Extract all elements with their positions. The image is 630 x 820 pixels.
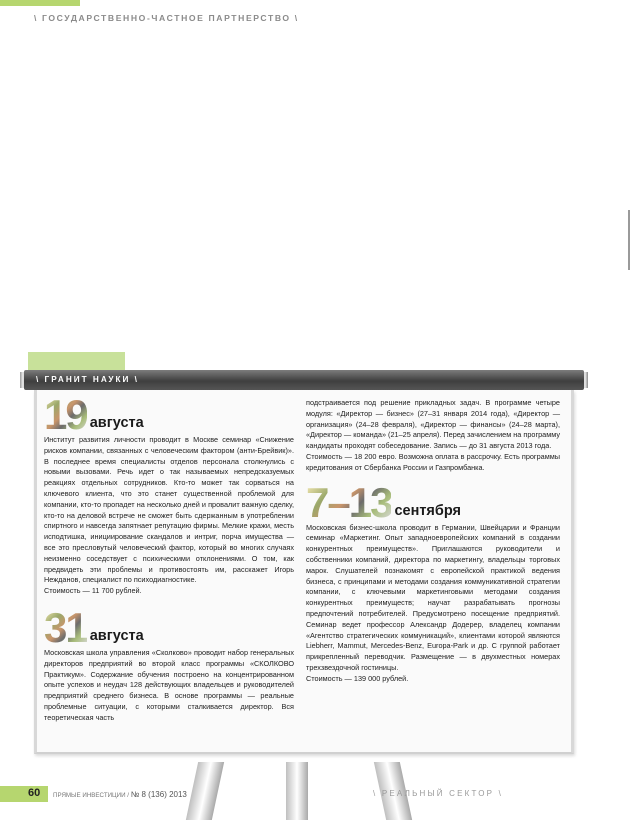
footer-rubric: \ РЕАЛЬНЫЙ СЕКТОР \	[373, 789, 504, 798]
header-accent-bar	[0, 0, 80, 6]
board-title: \ ГРАНИТ НАУКИ \	[36, 375, 139, 384]
event-price: Стоимость — 18 200 евро. Возможна оплата в рассрочку. Есть программы кредитования от Сбербанка России и Газпромбанка.	[306, 451, 560, 472]
page-number: 60	[28, 787, 41, 799]
section-tab	[28, 352, 125, 370]
event-date	[44, 603, 294, 651]
event-description: Институт развития личности проводит в Москве семинар «Снижение рисков компании, связанных с человеческим фактором (анти-Брейвик)». В последнее время специалисты отделов персонала столкнулись с новыми вызовами. Речь идет о так называемых непредсказуемых реакциях отдельных сотрудников. Кто-то может так сорваться на ключевого клиента, что это станет существенной проблемой для компании, кто-то пропадет на несколько дней и провалит важную сделку, кто-то на деловой встрече не сможет быть сдержанным в употреблении спиртного и навсегда запятнает репутацию фирмы. Мелкие кражи, месть исподтишка, инициирование скандалов и интриг, порча имущества — все это пресловутый человеческий фактор, который во многих случаях неизменно соседствует с психическими отклонениями. О том, как предвидеть эти проблемы и противостоять им, расскажет Игорь Нежданов, специалист по психодиагностике.	[44, 435, 294, 585]
column-right	[306, 398, 560, 685]
event-month: августа	[89, 627, 144, 644]
event-price: Стоимость — 139 000 рублей.	[306, 673, 409, 683]
column-left	[44, 391, 294, 724]
page-number-box	[0, 786, 48, 802]
header-rubric: \ ГОСУДАРСТВЕННО-ЧАСТНОЕ ПАРТНЕРСТВО \	[34, 13, 299, 23]
issue-number: № 8 (136) 2013	[130, 790, 187, 799]
event-day: 31	[44, 603, 87, 651]
event-price: Стоимость — 11 700 рублей.	[44, 586, 142, 596]
event-description-part1: Московская школа управления «Сколково» проводит набор генеральных директоров предприятий во второй класс программы «СКОЛКОВО Практикум». Содержание обучения построено на концентрированном опыте успехов и неудач 128 действующих владельцев и руководителей предприятий среднего бизнеса. В основе программы — реальные проблемные ситуации, с которыми сталкивается директор. Вся теоретическая часть	[44, 647, 294, 722]
top-header	[0, 0, 630, 34]
event-date	[306, 478, 560, 526]
page-footer	[0, 786, 630, 820]
event-sep-7-13	[306, 478, 560, 685]
magazine-name	[53, 790, 187, 799]
magazine-title: ПРЯМЫЕ ИНВЕСТИЦИИ /	[53, 792, 129, 799]
event-aug-19	[44, 391, 294, 597]
event-description: Московская бизнес-школа проводит в Германии, Швейцарии и Франции семинар «Маркетинг. Опыт западноевропейских компаний в создании конкурентных преимуществ». Приглашаются руководители и собственники компаний, директора по маркетингу, владельцы торговых марок. Слушателей познакомят с европейской практикой ведения бизнеса, с принципами и методами создания коммуникативной стратегии компании, с ключевыми маркетинговыми методами создания конкурентных преимуществ; научат разрабатывать прогнозы предпочтений потребителей. Предусмотрено посещение предприятий. Семинар ведет профессор Александр Додерер, владелец компании «Агентство стратегических коммуникаций», клиентами которой являются Liebherr, Mammut, Mercedes-Benz, Europa-Park и др. С группой работает прикрепленный переводчик. Размещение — в двухместных номерах трехзвездочной гостиницы.	[306, 522, 560, 672]
event-day: 7–13	[306, 478, 392, 526]
event-day: 19	[44, 391, 87, 438]
event-month: сентября	[394, 502, 461, 519]
event-aug-31	[44, 603, 294, 724]
board-header	[24, 370, 584, 390]
event-date	[44, 391, 294, 438]
event-description-part2: подстраивается под решение прикладных задач. В программе четыре модуля: «Директор — бизнес» (27–31 января 2014 года), «Директор — организация» (24–28 февраля), «Директор — финансы» (24–28 марта), «Директор — команда» (21–25 апреля). Перед зачислением на программу кандидаты проходят собеседование. Запись — до 31 августа 2013 года.	[306, 398, 560, 451]
event-month: августа	[89, 415, 144, 431]
